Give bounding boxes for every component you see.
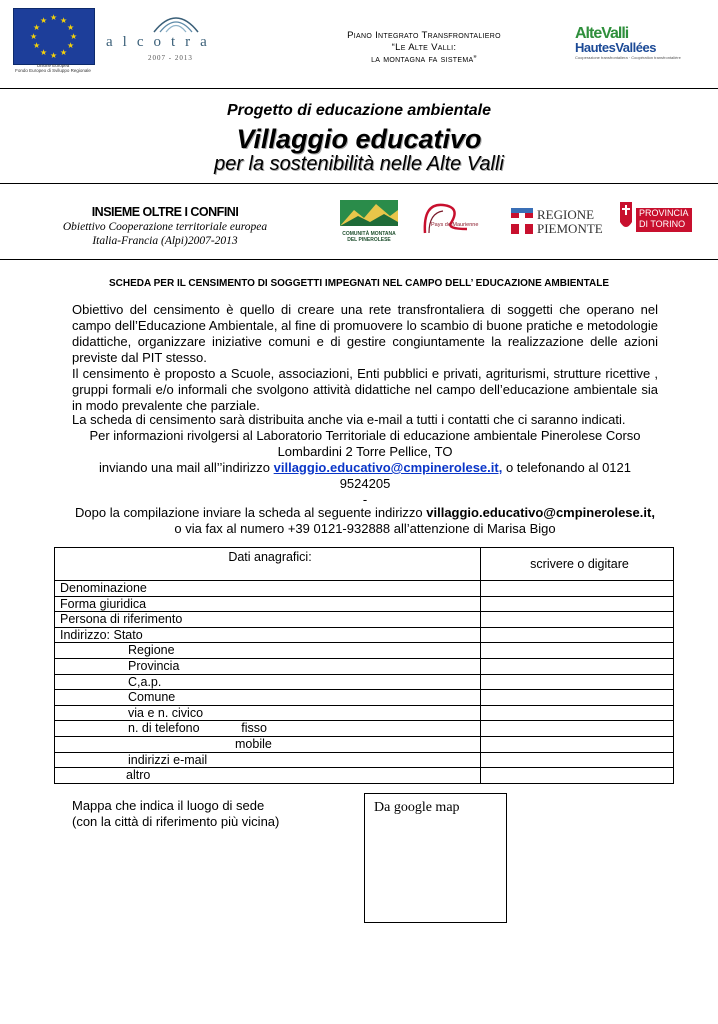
table-row bbox=[55, 612, 674, 628]
field-input[interactable] bbox=[481, 658, 674, 674]
alcotra-years: 2007 - 2013 bbox=[148, 54, 193, 62]
table-row bbox=[55, 627, 674, 643]
form-table bbox=[54, 547, 674, 784]
field-input[interactable] bbox=[481, 674, 674, 690]
mountain-icon bbox=[340, 200, 398, 226]
table-row bbox=[55, 736, 674, 752]
table-row bbox=[55, 690, 674, 706]
scheda-title: SCHEDA PER IL CENSIMENTO DI SOGGETTI IMPEGNATI NEL CAMPO DELL’ EDUCAZIONE AMBIENTALE bbox=[108, 278, 610, 289]
field-input[interactable] bbox=[481, 705, 674, 721]
send-email: villaggio.educativo@cmpinerolese.it, bbox=[426, 505, 655, 520]
table-row bbox=[55, 752, 674, 768]
title-tagline: per la sostenibilità nelle Alte Valli bbox=[214, 153, 504, 175]
pit-line1: Piano Integrato Transfrontaliero bbox=[347, 30, 501, 41]
field-label: altro bbox=[55, 768, 481, 784]
form-header-left: Dati anagrafici: bbox=[55, 548, 481, 581]
pays-label: Pays de Maurienne bbox=[431, 222, 479, 228]
page-title: Villaggio educativo bbox=[236, 124, 482, 154]
field-label: Provincia bbox=[55, 658, 481, 674]
eu-caption: Unione Europea Fondo Europeo di Sviluppo Regionale bbox=[15, 63, 91, 73]
table-row bbox=[55, 705, 674, 721]
altevalli-line3: Cooperazione transfrontaliera · Coopération transfrontalière bbox=[575, 55, 681, 60]
pit-line2: “Le Alte Valli: bbox=[391, 42, 457, 53]
field-input[interactable] bbox=[481, 768, 674, 784]
torino-crest-icon bbox=[618, 202, 634, 232]
table-row bbox=[55, 721, 674, 737]
field-input[interactable] bbox=[481, 627, 674, 643]
regione-piemonte-logo bbox=[511, 205, 603, 237]
paragraph-info bbox=[72, 428, 658, 508]
field-label: mobile bbox=[55, 736, 481, 752]
field-label: indirizzi e-mail bbox=[55, 752, 481, 768]
pit-line3: la montagna fa sistema” bbox=[371, 54, 477, 65]
divider-middle bbox=[0, 183, 718, 184]
pays-swirl-icon bbox=[421, 199, 479, 237]
field-input[interactable] bbox=[481, 581, 674, 597]
email-link[interactable]: villaggio.educativo@cmpinerolese.it, bbox=[273, 460, 503, 475]
table-row bbox=[55, 674, 674, 690]
alcotra-logo-text: alcotra bbox=[106, 34, 217, 50]
send-line1 bbox=[72, 505, 658, 521]
project-subtitle: Progetto di educazione ambientale bbox=[226, 102, 492, 119]
provincia-line2: DI TORINO bbox=[639, 219, 686, 229]
info-mail-prefix: inviando una mail all’’indirizzo bbox=[99, 460, 274, 475]
field-label: Forma giuridica bbox=[55, 596, 481, 612]
send-line2: o via fax al numero +39 0121-932888 all’attenzione di Marisa Bigo bbox=[174, 521, 556, 536]
field-label: via e n. civico bbox=[55, 705, 481, 721]
piemonte-shield-icon bbox=[511, 208, 533, 234]
field-input[interactable] bbox=[481, 721, 674, 737]
regione-line1: REGIONE bbox=[537, 207, 595, 222]
mappa-text bbox=[72, 798, 352, 830]
pays-de-maurienne-logo bbox=[421, 199, 479, 237]
form-header-row bbox=[55, 548, 674, 581]
paragraph-distribution: La scheda di censimento sarà distribuita anche via e-mail a tutti i contatti che ci saranno indicati. bbox=[72, 412, 626, 427]
info-phone: o telefonando al 0121 9524205 bbox=[339, 460, 631, 491]
field-input[interactable] bbox=[481, 752, 674, 768]
field-label: Indirizzo: Stato bbox=[55, 627, 481, 643]
comunita-montana-logo bbox=[340, 200, 398, 243]
altevalli-line2: HautesVallées bbox=[575, 40, 656, 55]
provincia-torino-logo bbox=[618, 200, 692, 234]
map-box-label: Da google map bbox=[374, 800, 460, 815]
send-prefix: Dopo la compilazione inviare la scheda al seguente indirizzo bbox=[75, 505, 427, 520]
divider-top bbox=[0, 88, 718, 89]
field-label: Regione bbox=[55, 643, 481, 659]
field-label: Comune bbox=[55, 690, 481, 706]
altevalli-logo bbox=[575, 26, 695, 70]
field-label: Denominazione bbox=[55, 581, 481, 597]
field-input[interactable] bbox=[481, 736, 674, 752]
mappa-line2: (con la città di riferimento più vicina) bbox=[72, 814, 280, 829]
table-row bbox=[55, 658, 674, 674]
table-row bbox=[55, 643, 674, 659]
alcotra-arc-icon bbox=[152, 10, 200, 34]
field-label: C,a.p. bbox=[55, 674, 481, 690]
info-dash: - bbox=[362, 492, 368, 507]
obiettivo-text bbox=[52, 220, 278, 248]
pit-title bbox=[280, 30, 568, 66]
map-box[interactable] bbox=[364, 793, 507, 923]
regione-line2: PIEMONTE bbox=[537, 221, 603, 236]
field-input[interactable] bbox=[481, 596, 674, 612]
table-row bbox=[55, 596, 674, 612]
divider-bottom bbox=[0, 259, 718, 260]
obiettivo-line1: Obiettivo Cooperazione territoriale europea bbox=[62, 221, 268, 233]
paragraph-objective: Obiettivo del censimento è quello di creare una rete transfrontaliera di soggetti che operano nel campo dell’Educazione Ambientale, al fine di promuovere lo scambio di buone pratiche e metodologie didattiche, organizzare iniziative comuni e di gestire congiuntamente la realizzazione delle azioni previste dal PIT stesso. bbox=[72, 302, 658, 365]
altevalli-line1: AlteValli bbox=[575, 25, 629, 42]
paragraph-send bbox=[72, 505, 658, 537]
provincia-band bbox=[636, 208, 692, 232]
field-input[interactable] bbox=[481, 643, 674, 659]
obiettivo-line2: Italia-Francia (Alpi)2007-2013 bbox=[92, 235, 238, 247]
eu-flag-logo: ★ ★ ★ ★ ★ ★ ★ ★ ★ ★ ★ ★ bbox=[13, 8, 95, 65]
field-label: n. di telefono fisso bbox=[55, 721, 481, 737]
field-input[interactable] bbox=[481, 690, 674, 706]
comunita-montana-label: COMUNITÀ MONTANA DEL PINEROLESE bbox=[342, 231, 396, 243]
info-line2: Lombardini 2 Torre Pellice, TO bbox=[277, 444, 453, 459]
form-header-right: scrivere o digitare bbox=[481, 548, 674, 581]
field-input[interactable] bbox=[481, 612, 674, 628]
info-line1: Per informazioni rivolgersi al Laboratorio Territoriale di educazione ambientale Pinerolese Corso bbox=[89, 428, 641, 443]
field-label: Persona di riferimento bbox=[55, 612, 481, 628]
info-line3 bbox=[72, 460, 658, 492]
mappa-line1: Mappa che indica il luogo di sede bbox=[72, 798, 265, 813]
table-row bbox=[55, 768, 674, 784]
insieme-heading: INSIEME OLTRE I CONFINI bbox=[91, 205, 239, 219]
provincia-line1: PROVINCIA bbox=[639, 208, 689, 218]
paragraph-target: Il censimento è proposto a Scuole, associazioni, Enti pubblici e privati, agriturismi, strutture ricettive , gruppi formali e/o informali che svolgono attività didattiche nel campo dell’educazione ambientale sia in modo prevalente che parziale. bbox=[72, 366, 658, 413]
table-row bbox=[55, 581, 674, 597]
